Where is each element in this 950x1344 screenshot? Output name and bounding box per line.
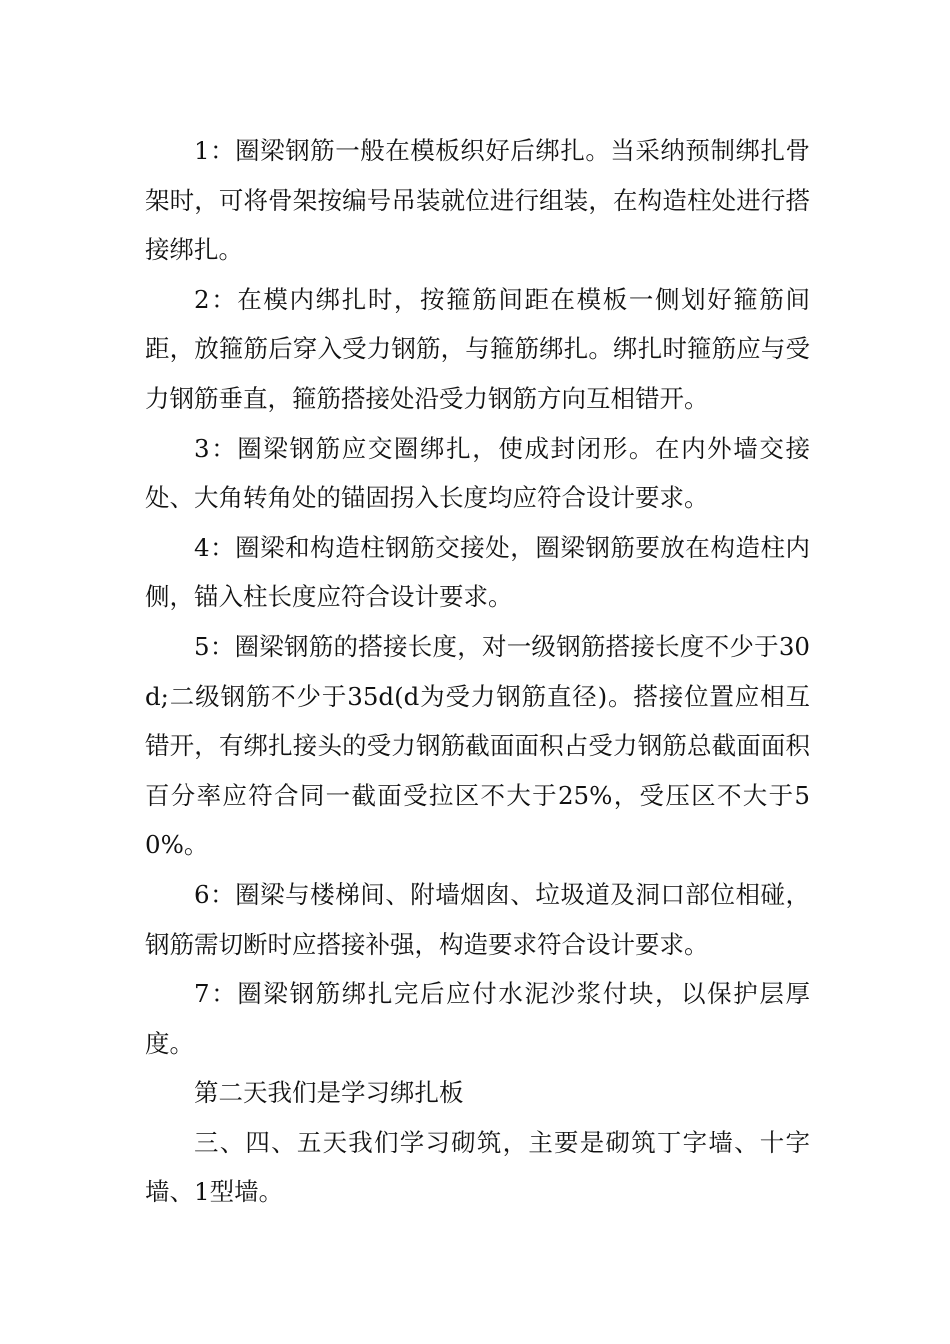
- paragraph-4: 4：圈梁和构造柱钢筋交接处，圈梁钢筋要放在构造柱内侧，锚入柱长度应符合设计要求。: [145, 532, 810, 612]
- paragraph-3: 3：圈梁钢筋应交圈绑扎，使成封闭形。在内外墙交接处、大角转角处的锚固拐入长度均应符合设计要求。: [145, 433, 810, 513]
- paragraph-9: 三、四、五天我们学习砌筑，主要是砌筑丁字墙、十字墙、1型墙。: [145, 1127, 810, 1207]
- paragraph-6: 6：圈梁与楼梯间、附墙烟囱、垃圾道及洞口部位相碰，钢筋需切断时应搭接补强，构造要求符合设计要求。: [145, 879, 810, 959]
- paragraph-1: 1：圈梁钢筋一般在模板织好后绑扎。当采纳预制绑扎骨架时，可将骨架按编号吊装就位进行组装，在构造柱处进行搭接绑扎。: [145, 136, 810, 265]
- paragraph-8: 第二天我们是学习绑扎板: [194, 1078, 464, 1108]
- paragraph-2: 2：在模内绑扎时，按箍筋间距在模板一侧划好箍筋间距，放箍筋后穿入受力钢筋，与箍筋绑扎。绑扎时箍筋应与受力钢筋垂直，箍筋搭接处沿受力钢筋方向互相错开。: [145, 284, 810, 413]
- paragraph-7: 7：圈梁钢筋绑扎完后应付水泥沙浆付块，以保护层厚度。: [145, 979, 810, 1058]
- paragraph-5: 5：圈梁钢筋的搭接长度，对一级钢筋搭接长度不少于30d;二级钢筋不少于35d(d为受力钢筋直径)。搭接位置应相互错开，有绑扎接头的受力钢筋截面面积占受力钢筋总截面面积百分率应符合同一截面受拉区不大于25%，受压区不大于50%。: [145, 631, 810, 860]
- document-body: [145, 126, 810, 1217]
